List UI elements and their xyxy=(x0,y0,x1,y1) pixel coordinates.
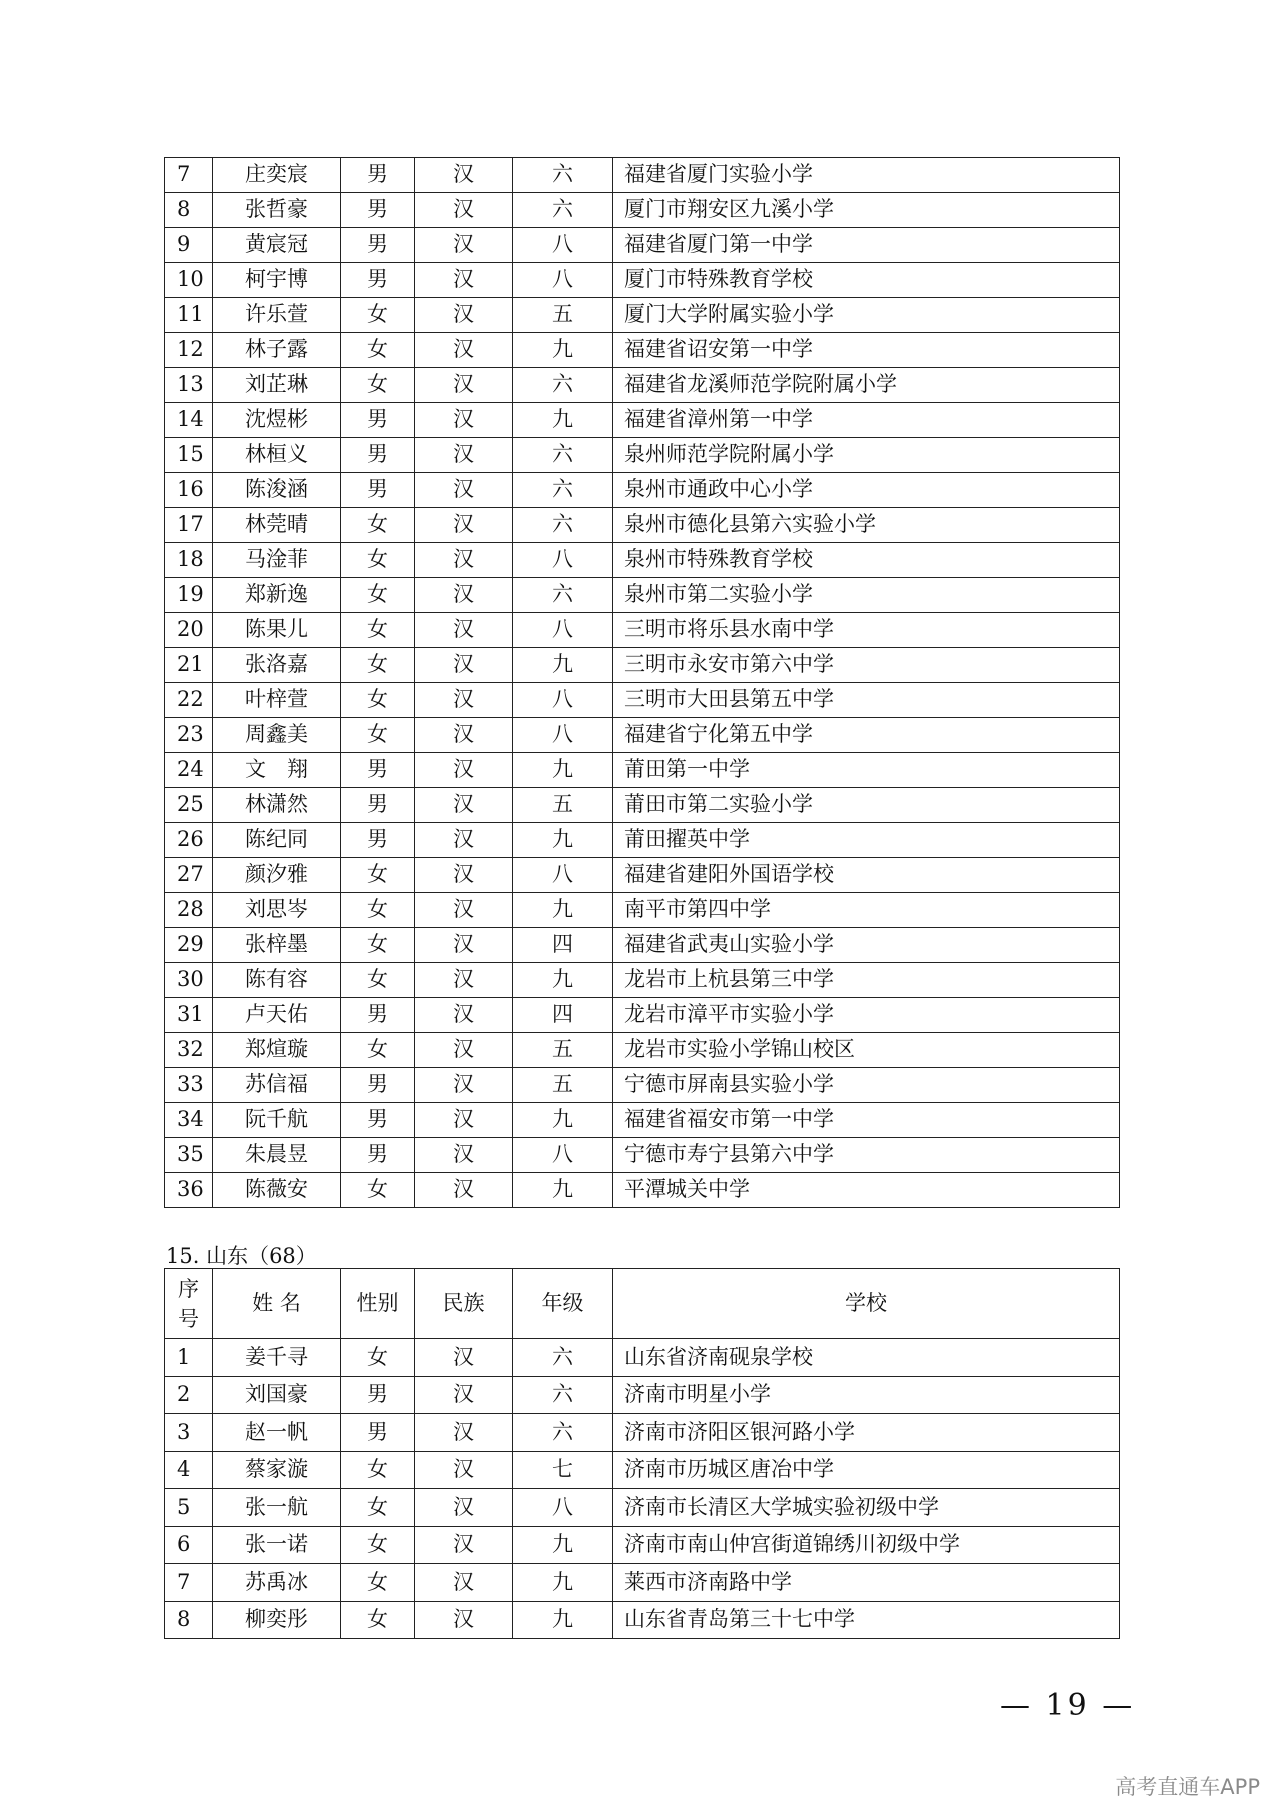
cell-ethnicity: 汉 xyxy=(415,1068,513,1103)
cell-seq: 7 xyxy=(165,1564,213,1602)
table-row xyxy=(165,788,1120,823)
cell-name: 张一航 xyxy=(213,1489,341,1527)
cell-school: 福建省诏安第一中学 xyxy=(613,333,1120,368)
cell-gender: 女 xyxy=(341,648,415,683)
cell-school: 莆田市第二实验小学 xyxy=(613,788,1120,823)
cell-ethnicity: 汉 xyxy=(415,1376,513,1414)
table-row xyxy=(165,1414,1120,1452)
cell-name: 郑新逸 xyxy=(213,578,341,613)
cell-ethnicity: 汉 xyxy=(415,648,513,683)
cell-grade: 六 xyxy=(513,368,613,403)
cell-name: 林子露 xyxy=(213,333,341,368)
cell-grade: 八 xyxy=(513,543,613,578)
cell-school: 济南市长清区大学城实验初级中学 xyxy=(613,1489,1120,1527)
table-row xyxy=(165,893,1120,928)
cell-seq: 20 xyxy=(165,613,213,648)
cell-gender: 女 xyxy=(341,1173,415,1208)
cell-gender: 男 xyxy=(341,228,415,263)
table-row xyxy=(165,543,1120,578)
table-row xyxy=(165,1339,1120,1377)
cell-ethnicity: 汉 xyxy=(415,1526,513,1564)
cell-name: 蔡家漩 xyxy=(213,1451,341,1489)
cell-name: 庄奕宸 xyxy=(213,158,341,193)
cell-gender: 女 xyxy=(341,298,415,333)
cell-school: 济南市南山仲宫街道锦绣川初级中学 xyxy=(613,1526,1120,1564)
cell-seq: 7 xyxy=(165,158,213,193)
cell-name: 张哲豪 xyxy=(213,193,341,228)
cell-ethnicity: 汉 xyxy=(415,543,513,578)
cell-school: 福建省龙溪师范学院附属小学 xyxy=(613,368,1120,403)
cell-school: 福建省福安市第一中学 xyxy=(613,1103,1120,1138)
cell-grade: 九 xyxy=(513,333,613,368)
cell-school: 三明市大田县第五中学 xyxy=(613,683,1120,718)
cell-seq: 1 xyxy=(165,1339,213,1377)
cell-grade: 八 xyxy=(513,683,613,718)
section-title-shandong: 15. 山东（68） xyxy=(166,1244,317,1268)
cell-grade: 九 xyxy=(513,648,613,683)
fujian-student-table xyxy=(164,157,1120,1208)
cell-gender: 男 xyxy=(341,158,415,193)
cell-grade: 九 xyxy=(513,1173,613,1208)
cell-grade: 四 xyxy=(513,928,613,963)
cell-grade: 八 xyxy=(513,228,613,263)
cell-seq: 25 xyxy=(165,788,213,823)
cell-ethnicity: 汉 xyxy=(415,928,513,963)
cell-seq: 24 xyxy=(165,753,213,788)
cell-ethnicity: 汉 xyxy=(415,333,513,368)
cell-name: 陈有容 xyxy=(213,963,341,998)
cell-ethnicity: 汉 xyxy=(415,473,513,508)
cell-gender: 男 xyxy=(341,193,415,228)
table-row xyxy=(165,753,1120,788)
table-row xyxy=(165,403,1120,438)
cell-ethnicity: 汉 xyxy=(415,893,513,928)
cell-school: 福建省宁化第五中学 xyxy=(613,718,1120,753)
cell-seq: 4 xyxy=(165,1451,213,1489)
cell-ethnicity: 汉 xyxy=(415,683,513,718)
cell-name: 陈浚涵 xyxy=(213,473,341,508)
cell-seq: 15 xyxy=(165,438,213,473)
cell-ethnicity: 汉 xyxy=(415,158,513,193)
cell-grade: 六 xyxy=(513,1376,613,1414)
cell-ethnicity: 汉 xyxy=(415,1489,513,1527)
cell-ethnicity: 汉 xyxy=(415,508,513,543)
cell-name: 周鑫美 xyxy=(213,718,341,753)
cell-grade: 六 xyxy=(513,1414,613,1452)
table-row xyxy=(165,1601,1120,1639)
cell-grade: 九 xyxy=(513,1526,613,1564)
table-row xyxy=(165,928,1120,963)
cell-name: 刘思岑 xyxy=(213,893,341,928)
cell-school: 厦门大学附属实验小学 xyxy=(613,298,1120,333)
cell-seq: 2 xyxy=(165,1376,213,1414)
cell-seq: 29 xyxy=(165,928,213,963)
cell-grade: 七 xyxy=(513,1451,613,1489)
cell-gender: 男 xyxy=(341,473,415,508)
cell-gender: 男 xyxy=(341,1138,415,1173)
cell-gender: 女 xyxy=(341,508,415,543)
cell-grade: 六 xyxy=(513,473,613,508)
cell-grade: 八 xyxy=(513,263,613,298)
cell-name: 柯宇博 xyxy=(213,263,341,298)
table-row xyxy=(165,1564,1120,1602)
cell-gender: 女 xyxy=(341,368,415,403)
cell-seq: 13 xyxy=(165,368,213,403)
cell-seq: 11 xyxy=(165,298,213,333)
cell-school: 济南市济阳区银河路小学 xyxy=(613,1414,1120,1452)
cell-name: 马淦菲 xyxy=(213,543,341,578)
cell-name: 许乐萱 xyxy=(213,298,341,333)
cell-seq: 22 xyxy=(165,683,213,718)
cell-school: 福建省武夷山实验小学 xyxy=(613,928,1120,963)
cell-gender: 男 xyxy=(341,998,415,1033)
cell-grade: 八 xyxy=(513,718,613,753)
cell-seq: 6 xyxy=(165,1526,213,1564)
cell-school: 平潭城关中学 xyxy=(613,1173,1120,1208)
cell-seq: 3 xyxy=(165,1414,213,1452)
cell-name: 阮千航 xyxy=(213,1103,341,1138)
table-row xyxy=(165,613,1120,648)
cell-seq: 17 xyxy=(165,508,213,543)
cell-name: 林潇然 xyxy=(213,788,341,823)
table-row xyxy=(165,158,1120,193)
cell-gender: 女 xyxy=(341,543,415,578)
table-row xyxy=(165,228,1120,263)
cell-seq: 5 xyxy=(165,1489,213,1527)
cell-ethnicity: 汉 xyxy=(415,403,513,438)
cell-grade: 六 xyxy=(513,193,613,228)
cell-name: 苏信福 xyxy=(213,1068,341,1103)
cell-ethnicity: 汉 xyxy=(415,298,513,333)
cell-gender: 女 xyxy=(341,963,415,998)
cell-seq: 8 xyxy=(165,193,213,228)
cell-gender: 男 xyxy=(341,1103,415,1138)
cell-school: 泉州市第二实验小学 xyxy=(613,578,1120,613)
cell-school: 泉州师范学院附属小学 xyxy=(613,438,1120,473)
cell-school: 山东省青岛第三十七中学 xyxy=(613,1601,1120,1639)
cell-school: 三明市永安市第六中学 xyxy=(613,648,1120,683)
table-row xyxy=(165,1526,1120,1564)
cell-school: 山东省济南砚泉学校 xyxy=(613,1339,1120,1377)
cell-gender: 女 xyxy=(341,1033,415,1068)
cell-grade: 五 xyxy=(513,788,613,823)
cell-school: 南平市第四中学 xyxy=(613,893,1120,928)
cell-ethnicity: 汉 xyxy=(415,1601,513,1639)
cell-school: 济南市明星小学 xyxy=(613,1376,1120,1414)
cell-ethnicity: 汉 xyxy=(415,1414,513,1452)
cell-school: 宁德市寿宁县第六中学 xyxy=(613,1138,1120,1173)
cell-name: 苏禹冰 xyxy=(213,1564,341,1602)
cell-gender: 男 xyxy=(341,1068,415,1103)
cell-name: 黄宸冠 xyxy=(213,228,341,263)
cell-school: 莱西市济南路中学 xyxy=(613,1564,1120,1602)
cell-grade: 九 xyxy=(513,1564,613,1602)
table-row xyxy=(165,963,1120,998)
cell-gender: 女 xyxy=(341,1526,415,1564)
cell-gender: 男 xyxy=(341,753,415,788)
cell-school: 福建省厦门实验小学 xyxy=(613,158,1120,193)
cell-grade: 六 xyxy=(513,1339,613,1377)
cell-gender: 女 xyxy=(341,683,415,718)
header-ethnicity: 民族 xyxy=(415,1269,513,1339)
cell-gender: 男 xyxy=(341,823,415,858)
cell-name: 姜千寻 xyxy=(213,1339,341,1377)
cell-school: 龙岩市上杭县第三中学 xyxy=(613,963,1120,998)
cell-grade: 六 xyxy=(513,578,613,613)
cell-grade: 九 xyxy=(513,893,613,928)
cell-gender: 女 xyxy=(341,578,415,613)
cell-gender: 女 xyxy=(341,858,415,893)
cell-school: 厦门市特殊教育学校 xyxy=(613,263,1120,298)
table-row xyxy=(165,683,1120,718)
cell-name: 陈薇安 xyxy=(213,1173,341,1208)
cell-grade: 九 xyxy=(513,403,613,438)
cell-ethnicity: 汉 xyxy=(415,718,513,753)
cell-seq: 14 xyxy=(165,403,213,438)
cell-school: 福建省漳州第一中学 xyxy=(613,403,1120,438)
cell-ethnicity: 汉 xyxy=(415,858,513,893)
table-row xyxy=(165,858,1120,893)
cell-school: 龙岩市实验小学锦山校区 xyxy=(613,1033,1120,1068)
cell-name: 刘芷琳 xyxy=(213,368,341,403)
table-row xyxy=(165,998,1120,1033)
cell-seq: 12 xyxy=(165,333,213,368)
cell-name: 叶梓萱 xyxy=(213,683,341,718)
cell-ethnicity: 汉 xyxy=(415,1033,513,1068)
cell-ethnicity: 汉 xyxy=(415,1138,513,1173)
cell-name: 陈果儿 xyxy=(213,613,341,648)
cell-grade: 六 xyxy=(513,158,613,193)
cell-grade: 九 xyxy=(513,753,613,788)
table-row xyxy=(165,1138,1120,1173)
cell-ethnicity: 汉 xyxy=(415,1173,513,1208)
cell-grade: 八 xyxy=(513,1138,613,1173)
cell-ethnicity: 汉 xyxy=(415,193,513,228)
cell-school: 龙岩市漳平市实验小学 xyxy=(613,998,1120,1033)
cell-gender: 男 xyxy=(341,438,415,473)
cell-school: 泉州市德化县第六实验小学 xyxy=(613,508,1120,543)
table-row xyxy=(165,193,1120,228)
cell-gender: 男 xyxy=(341,1376,415,1414)
cell-gender: 女 xyxy=(341,1601,415,1639)
cell-gender: 女 xyxy=(341,928,415,963)
header-grade: 年级 xyxy=(513,1269,613,1339)
table-row xyxy=(165,1173,1120,1208)
cell-gender: 男 xyxy=(341,403,415,438)
shandong-student-table xyxy=(164,1268,1120,1639)
cell-ethnicity: 汉 xyxy=(415,1564,513,1602)
cell-ethnicity: 汉 xyxy=(415,438,513,473)
cell-seq: 19 xyxy=(165,578,213,613)
table-row xyxy=(165,718,1120,753)
cell-seq: 21 xyxy=(165,648,213,683)
cell-gender: 男 xyxy=(341,263,415,298)
table-row xyxy=(165,648,1120,683)
cell-grade: 八 xyxy=(513,858,613,893)
cell-name: 柳奕彤 xyxy=(213,1601,341,1639)
cell-seq: 8 xyxy=(165,1601,213,1639)
cell-seq: 34 xyxy=(165,1103,213,1138)
cell-ethnicity: 汉 xyxy=(415,963,513,998)
cell-seq: 26 xyxy=(165,823,213,858)
cell-seq: 28 xyxy=(165,893,213,928)
cell-grade: 九 xyxy=(513,1103,613,1138)
cell-name: 文 翔 xyxy=(213,753,341,788)
table-row xyxy=(165,1033,1120,1068)
table-row xyxy=(165,368,1120,403)
table-row xyxy=(165,473,1120,508)
cell-ethnicity: 汉 xyxy=(415,788,513,823)
cell-school: 福建省厦门第一中学 xyxy=(613,228,1120,263)
cell-school: 福建省建阳外国语学校 xyxy=(613,858,1120,893)
cell-seq: 9 xyxy=(165,228,213,263)
table-row xyxy=(165,823,1120,858)
cell-seq: 36 xyxy=(165,1173,213,1208)
cell-name: 卢天佑 xyxy=(213,998,341,1033)
cell-ethnicity: 汉 xyxy=(415,228,513,263)
cell-school: 厦门市翔安区九溪小学 xyxy=(613,193,1120,228)
cell-grade: 九 xyxy=(513,963,613,998)
cell-gender: 女 xyxy=(341,718,415,753)
table-row xyxy=(165,263,1120,298)
cell-seq: 31 xyxy=(165,998,213,1033)
cell-school: 莆田第一中学 xyxy=(613,753,1120,788)
header-school: 学校 xyxy=(613,1269,1120,1339)
cell-ethnicity: 汉 xyxy=(415,753,513,788)
header-name: 姓 名 xyxy=(213,1269,341,1339)
cell-grade: 六 xyxy=(513,508,613,543)
cell-grade: 八 xyxy=(513,613,613,648)
cell-grade: 九 xyxy=(513,823,613,858)
table-row xyxy=(165,1376,1120,1414)
watermark: 高考直通车APP xyxy=(1115,1775,1260,1799)
table-header-row xyxy=(165,1269,1120,1339)
cell-seq: 32 xyxy=(165,1033,213,1068)
cell-school: 三明市将乐县水南中学 xyxy=(613,613,1120,648)
table-row xyxy=(165,1451,1120,1489)
table-row xyxy=(165,1489,1120,1527)
cell-ethnicity: 汉 xyxy=(415,578,513,613)
cell-name: 颜汐雅 xyxy=(213,858,341,893)
cell-ethnicity: 汉 xyxy=(415,1103,513,1138)
cell-grade: 五 xyxy=(513,298,613,333)
cell-school: 莆田擢英中学 xyxy=(613,823,1120,858)
cell-name: 沈煜彬 xyxy=(213,403,341,438)
cell-name: 林莞晴 xyxy=(213,508,341,543)
cell-grade: 九 xyxy=(513,1601,613,1639)
cell-gender: 男 xyxy=(341,1414,415,1452)
table-row xyxy=(165,1103,1120,1138)
header-seq: 序 号 xyxy=(165,1269,213,1339)
cell-seq: 18 xyxy=(165,543,213,578)
cell-gender: 女 xyxy=(341,333,415,368)
table-row xyxy=(165,298,1120,333)
cell-seq: 16 xyxy=(165,473,213,508)
cell-school: 济南市历城区唐冶中学 xyxy=(613,1451,1120,1489)
table-row xyxy=(165,438,1120,473)
cell-school: 泉州市通政中心小学 xyxy=(613,473,1120,508)
cell-seq: 23 xyxy=(165,718,213,753)
cell-name: 郑煊璇 xyxy=(213,1033,341,1068)
cell-school: 宁德市屏南县实验小学 xyxy=(613,1068,1120,1103)
cell-name: 张洛嘉 xyxy=(213,648,341,683)
cell-ethnicity: 汉 xyxy=(415,823,513,858)
cell-grade: 五 xyxy=(513,1033,613,1068)
cell-gender: 女 xyxy=(341,893,415,928)
cell-grade: 四 xyxy=(513,998,613,1033)
cell-name: 林桓义 xyxy=(213,438,341,473)
cell-ethnicity: 汉 xyxy=(415,998,513,1033)
table-row xyxy=(165,333,1120,368)
cell-gender: 女 xyxy=(341,1489,415,1527)
cell-seq: 35 xyxy=(165,1138,213,1173)
cell-gender: 男 xyxy=(341,788,415,823)
cell-ethnicity: 汉 xyxy=(415,1339,513,1377)
table-row xyxy=(165,578,1120,613)
cell-grade: 六 xyxy=(513,438,613,473)
cell-grade: 五 xyxy=(513,1068,613,1103)
page-number: — 19 — xyxy=(1000,1688,1136,1723)
cell-name: 张梓墨 xyxy=(213,928,341,963)
cell-grade: 八 xyxy=(513,1489,613,1527)
cell-seq: 30 xyxy=(165,963,213,998)
cell-name: 陈纪同 xyxy=(213,823,341,858)
cell-seq: 27 xyxy=(165,858,213,893)
cell-gender: 女 xyxy=(341,1564,415,1602)
cell-ethnicity: 汉 xyxy=(415,613,513,648)
cell-ethnicity: 汉 xyxy=(415,1451,513,1489)
cell-name: 张一诺 xyxy=(213,1526,341,1564)
cell-gender: 女 xyxy=(341,1451,415,1489)
cell-ethnicity: 汉 xyxy=(415,263,513,298)
cell-gender: 女 xyxy=(341,1339,415,1377)
table-row xyxy=(165,1068,1120,1103)
cell-ethnicity: 汉 xyxy=(415,368,513,403)
cell-seq: 10 xyxy=(165,263,213,298)
cell-school: 泉州市特殊教育学校 xyxy=(613,543,1120,578)
table-row xyxy=(165,508,1120,543)
cell-name: 刘国豪 xyxy=(213,1376,341,1414)
header-gender: 性别 xyxy=(341,1269,415,1339)
cell-name: 朱晨昱 xyxy=(213,1138,341,1173)
cell-seq: 33 xyxy=(165,1068,213,1103)
cell-gender: 女 xyxy=(341,613,415,648)
cell-name: 赵一帆 xyxy=(213,1414,341,1452)
